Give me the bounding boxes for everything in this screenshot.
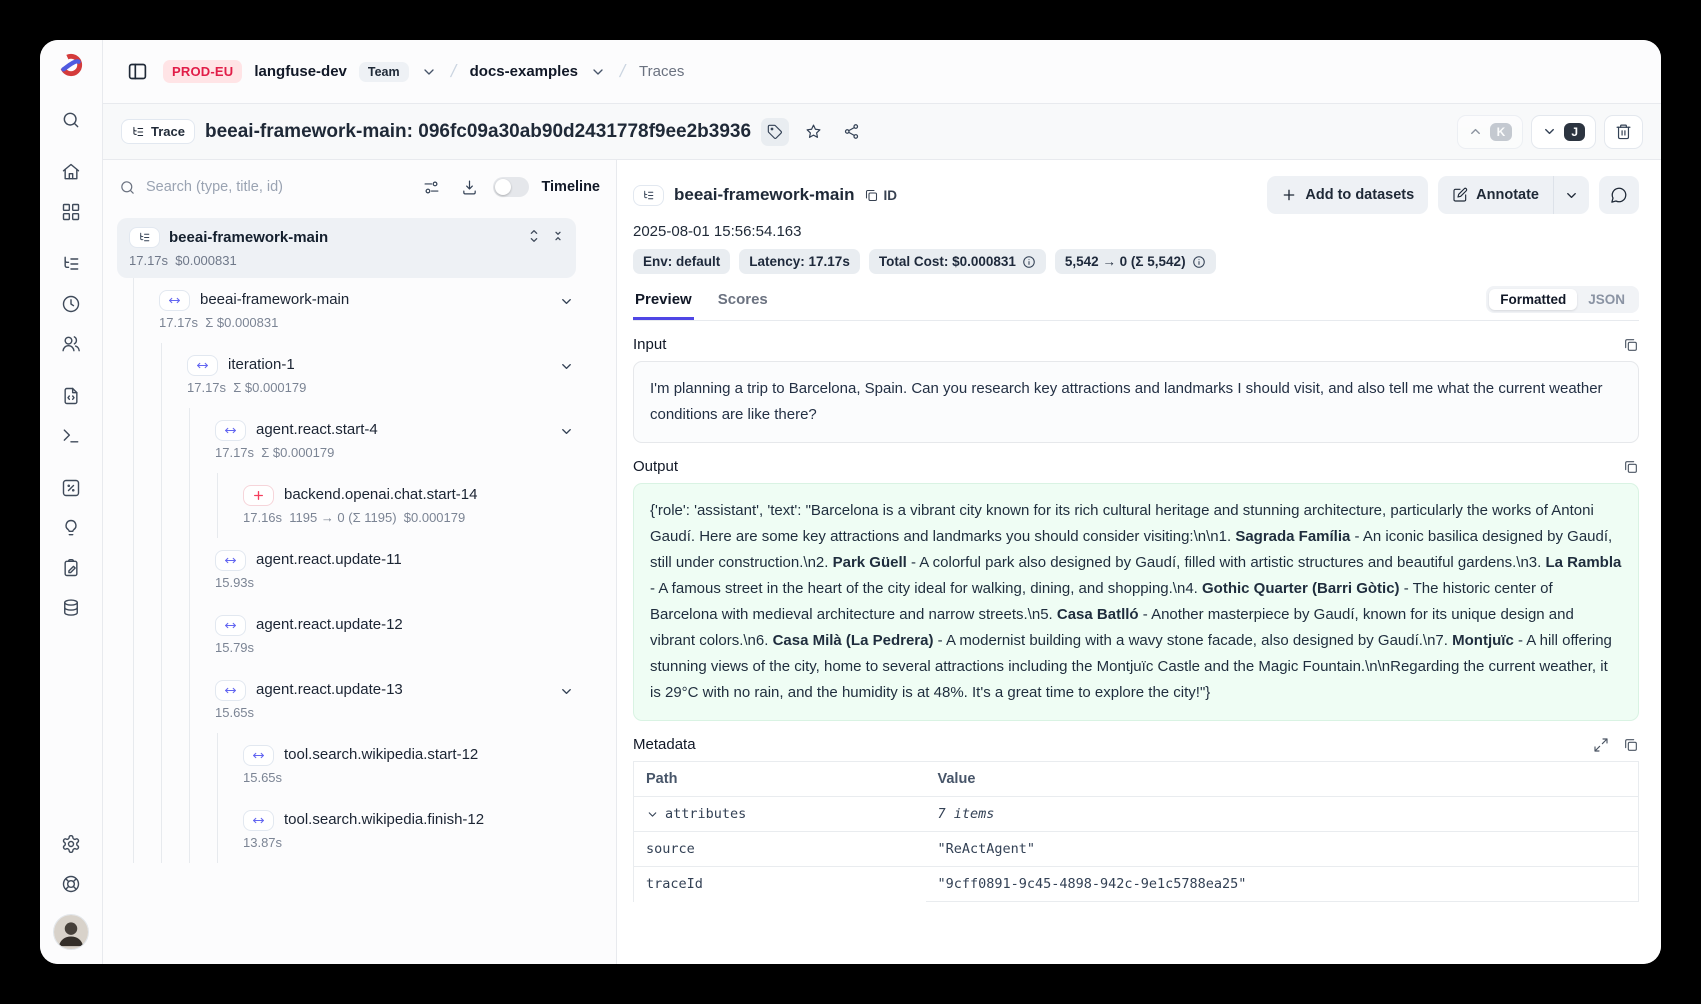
timeline-label: Timeline xyxy=(541,179,600,195)
add-to-datasets-button[interactable]: Add to datasets xyxy=(1267,176,1428,214)
playground-terminal-icon[interactable] xyxy=(53,418,89,454)
tree-root-node[interactable] xyxy=(117,218,576,278)
tree-node-span[interactable]: agent.react.start-4 17.17s Σ $0.000179 xyxy=(190,408,576,473)
node-chevron-down-icon[interactable] xyxy=(559,424,574,439)
info-icon xyxy=(1192,255,1206,269)
tree-node-span[interactable]: agent.react.update-13 15.65s xyxy=(190,668,576,733)
tree-node-span[interactable]: tool.search.wikipedia.start-12 15.65s xyxy=(243,746,479,785)
metadata-value: 7 items xyxy=(926,797,1639,832)
span-icon xyxy=(243,810,274,831)
trace-type-label: Trace xyxy=(151,124,185,139)
tree-node-span[interactable]: beeai-framework-main 17.17s Σ $0.000831 xyxy=(134,278,576,343)
copy-input-icon[interactable] xyxy=(1623,337,1639,353)
metadata-key: traceId xyxy=(646,876,703,892)
tokens-badge: 5,542 → 0 (Σ 5,542) xyxy=(1055,249,1216,274)
generation-icon xyxy=(243,485,274,506)
tree-download-icon[interactable] xyxy=(455,173,483,201)
output-text: {'role': 'assistant', 'text': "Barcelona is a vibrant city known for its rich cultural heritage and stunning architecture, particularly the works of Antoni Gaudí. Here are some key attractions and landmarks you should consider visiting:\n\n1. Sagrada Família - An iconic basilica designed by Gaudí, still under construction.\n2. Park Güell - A colorful park also designed by Gaudí, filled with artistic structures and beautiful gardens.\n3. La Rambla - A famous street in the heart of the city ideal for walking, dining, and shopping.\n4. Gothic Quarter (Barri Gòtic) - The historic center of Barcelona with medieval architecture and narrow streets.\n5. Casa Batlló - Another masterpiece by Gaudí, known for its unique design and vibrant colors.\n6. Casa Milà (La Pedrera) - A modernist building with a wavy stone facade, also designed by Gaudí.\n7. Montjuïc - A hill offering stunning views of the city, home to several attractions including the Montjuïc Castle and the Magic Fountain.\n\nRegarding the current weather, it is 29°C with no rain, and the humidity is at 48%. It's a great time to explore the city!"} xyxy=(650,502,1622,701)
metadata-value: "9cff0891-9c45-4898-942c-9e1c5788ea25" xyxy=(926,867,1639,902)
settings-gear-icon[interactable] xyxy=(53,826,89,862)
format-toggle xyxy=(1486,286,1639,313)
format-formatted[interactable]: Formatted xyxy=(1489,289,1577,310)
tree-node-name: beeai-framework-main xyxy=(169,229,329,246)
left-rail xyxy=(40,40,103,964)
metadata-value: "ReActAgent" xyxy=(926,832,1639,867)
trace-timestamp: 2025-08-01 15:56:54.163 xyxy=(633,223,802,240)
prompts-file-icon[interactable] xyxy=(53,378,89,414)
trace-title: beeai-framework-main: 096fc09a30ab90d2431778f9ee2b3936 xyxy=(204,120,752,142)
input-card: I'm planning a trip to Barcelona, Spain. Can you research key attractions and landmarks I should visit, and also tell me what the current weather conditions are like there? xyxy=(633,361,1639,443)
span-icon xyxy=(187,355,218,376)
detail-title: beeai-framework-main xyxy=(674,185,855,204)
tree-node-span[interactable]: iteration-1 17.17s Σ $0.000179 xyxy=(162,343,576,408)
app-window xyxy=(40,40,1661,964)
latency-badge: Latency: 17.17s xyxy=(739,249,860,274)
tree-search-input[interactable] xyxy=(146,179,407,195)
trace-type-badge xyxy=(121,119,195,144)
metadata-table xyxy=(633,761,1639,902)
user-avatar[interactable] xyxy=(53,914,89,950)
expand-metadata-icon[interactable] xyxy=(1593,737,1609,753)
org-type-badge: Team xyxy=(359,62,409,82)
collapse-all-icon[interactable] xyxy=(550,228,566,244)
env-badge: Env: default xyxy=(633,249,730,274)
info-icon xyxy=(1022,255,1036,269)
node-chevron-down-icon[interactable] xyxy=(559,359,574,374)
prev-trace-button[interactable] xyxy=(1457,115,1524,149)
span-icon xyxy=(243,745,274,766)
tree-node-metrics: 17.17s $0.000831 xyxy=(129,253,237,268)
annotate-button[interactable]: Annotate xyxy=(1438,176,1553,214)
shortcut-k-key: K xyxy=(1490,123,1513,141)
cost-badge: Total Cost: $0.000831 xyxy=(869,249,1046,274)
trace-node-icon xyxy=(129,227,160,248)
environment-badge: PROD-EU xyxy=(163,60,242,83)
sidebar-toggle-icon[interactable] xyxy=(123,58,151,86)
trace-detail-panel xyxy=(617,160,1661,964)
next-trace-button[interactable] xyxy=(1531,115,1596,149)
metadata-row xyxy=(634,797,1639,832)
search-icon[interactable] xyxy=(53,102,89,138)
home-icon[interactable] xyxy=(53,154,89,190)
tree-node-span[interactable]: tool.search.wikipedia.finish-12 13.87s xyxy=(243,811,485,850)
project-chevron-down-icon[interactable] xyxy=(590,64,606,80)
input-section-label: Input xyxy=(633,336,667,353)
copy-id-button[interactable]: ID xyxy=(864,188,897,203)
output-section-label: Output xyxy=(633,458,679,475)
tag-icon[interactable] xyxy=(761,118,789,146)
project-name[interactable]: docs-examples xyxy=(469,63,579,80)
span-icon xyxy=(215,550,246,571)
comments-button[interactable] xyxy=(1599,176,1639,214)
share-icon[interactable] xyxy=(837,118,865,146)
tree-node-span[interactable]: agent.react.update-11 15.93s xyxy=(215,551,402,590)
shortcut-j-key: J xyxy=(1564,123,1585,141)
annotate-dropdown-chevron[interactable] xyxy=(1553,176,1589,214)
node-chevron-down-icon[interactable] xyxy=(559,684,574,699)
metadata-row xyxy=(634,832,1639,867)
star-icon[interactable] xyxy=(799,118,827,146)
trace-tree-panel xyxy=(103,160,617,964)
tree-search-icon xyxy=(119,179,136,196)
breadcrumb-bar xyxy=(103,40,1661,104)
metadata-key[interactable]: attributes xyxy=(634,797,926,831)
org-name[interactable]: langfuse-dev xyxy=(254,63,347,80)
metadata-key: source xyxy=(646,841,695,857)
breadcrumb-separator: / xyxy=(618,61,628,81)
metadata-col-value: Value xyxy=(926,762,1639,797)
trace-node-icon xyxy=(633,185,664,206)
breadcrumb-section[interactable]: Traces xyxy=(639,63,685,80)
breadcrumb-separator: / xyxy=(448,61,458,81)
dashboards-icon[interactable] xyxy=(53,194,89,230)
sessions-clock-icon[interactable] xyxy=(53,286,89,322)
langfuse-logo xyxy=(58,52,84,78)
metadata-col-path: Path xyxy=(634,762,926,797)
insights-lightbulb-icon[interactable] xyxy=(53,510,89,546)
timeline-toggle[interactable] xyxy=(493,177,529,197)
delete-trace-button[interactable] xyxy=(1604,115,1643,149)
metadata-row xyxy=(634,867,1639,902)
users-icon[interactable] xyxy=(53,326,89,362)
span-icon xyxy=(215,615,246,636)
trace-title-bar xyxy=(103,104,1661,160)
datasets-database-icon[interactable] xyxy=(53,590,89,626)
tab-preview[interactable]: Preview xyxy=(633,285,694,320)
copy-output-icon[interactable] xyxy=(1623,459,1639,475)
trace-tree xyxy=(103,214,616,964)
node-chevron-down-icon[interactable] xyxy=(559,294,574,309)
row-chevron-down-icon xyxy=(646,808,659,821)
span-icon xyxy=(159,290,190,311)
evaluation-icon[interactable] xyxy=(53,470,89,506)
span-icon xyxy=(215,420,246,441)
tree-node-span[interactable]: agent.react.update-12 15.79s xyxy=(215,616,403,655)
output-card xyxy=(633,483,1639,721)
format-json[interactable]: JSON xyxy=(1588,292,1625,307)
tree-node-generation[interactable]: backend.openai.chat.start-14 17.16s 1195 → 0 (Σ 1195) $0.000179 xyxy=(243,486,478,525)
org-chevron-down-icon[interactable] xyxy=(421,64,437,80)
metadata-section-label: Metadata xyxy=(633,736,696,753)
tree-filter-sliders-icon[interactable] xyxy=(417,173,445,201)
copy-metadata-icon[interactable] xyxy=(1623,737,1639,753)
support-lifebuoy-icon[interactable] xyxy=(53,866,89,902)
span-icon xyxy=(215,680,246,701)
tab-scores[interactable]: Scores xyxy=(717,291,768,308)
annotation-clipboard-icon[interactable] xyxy=(53,550,89,586)
tracing-icon[interactable] xyxy=(53,246,89,282)
unfold-all-icon[interactable] xyxy=(526,228,542,244)
